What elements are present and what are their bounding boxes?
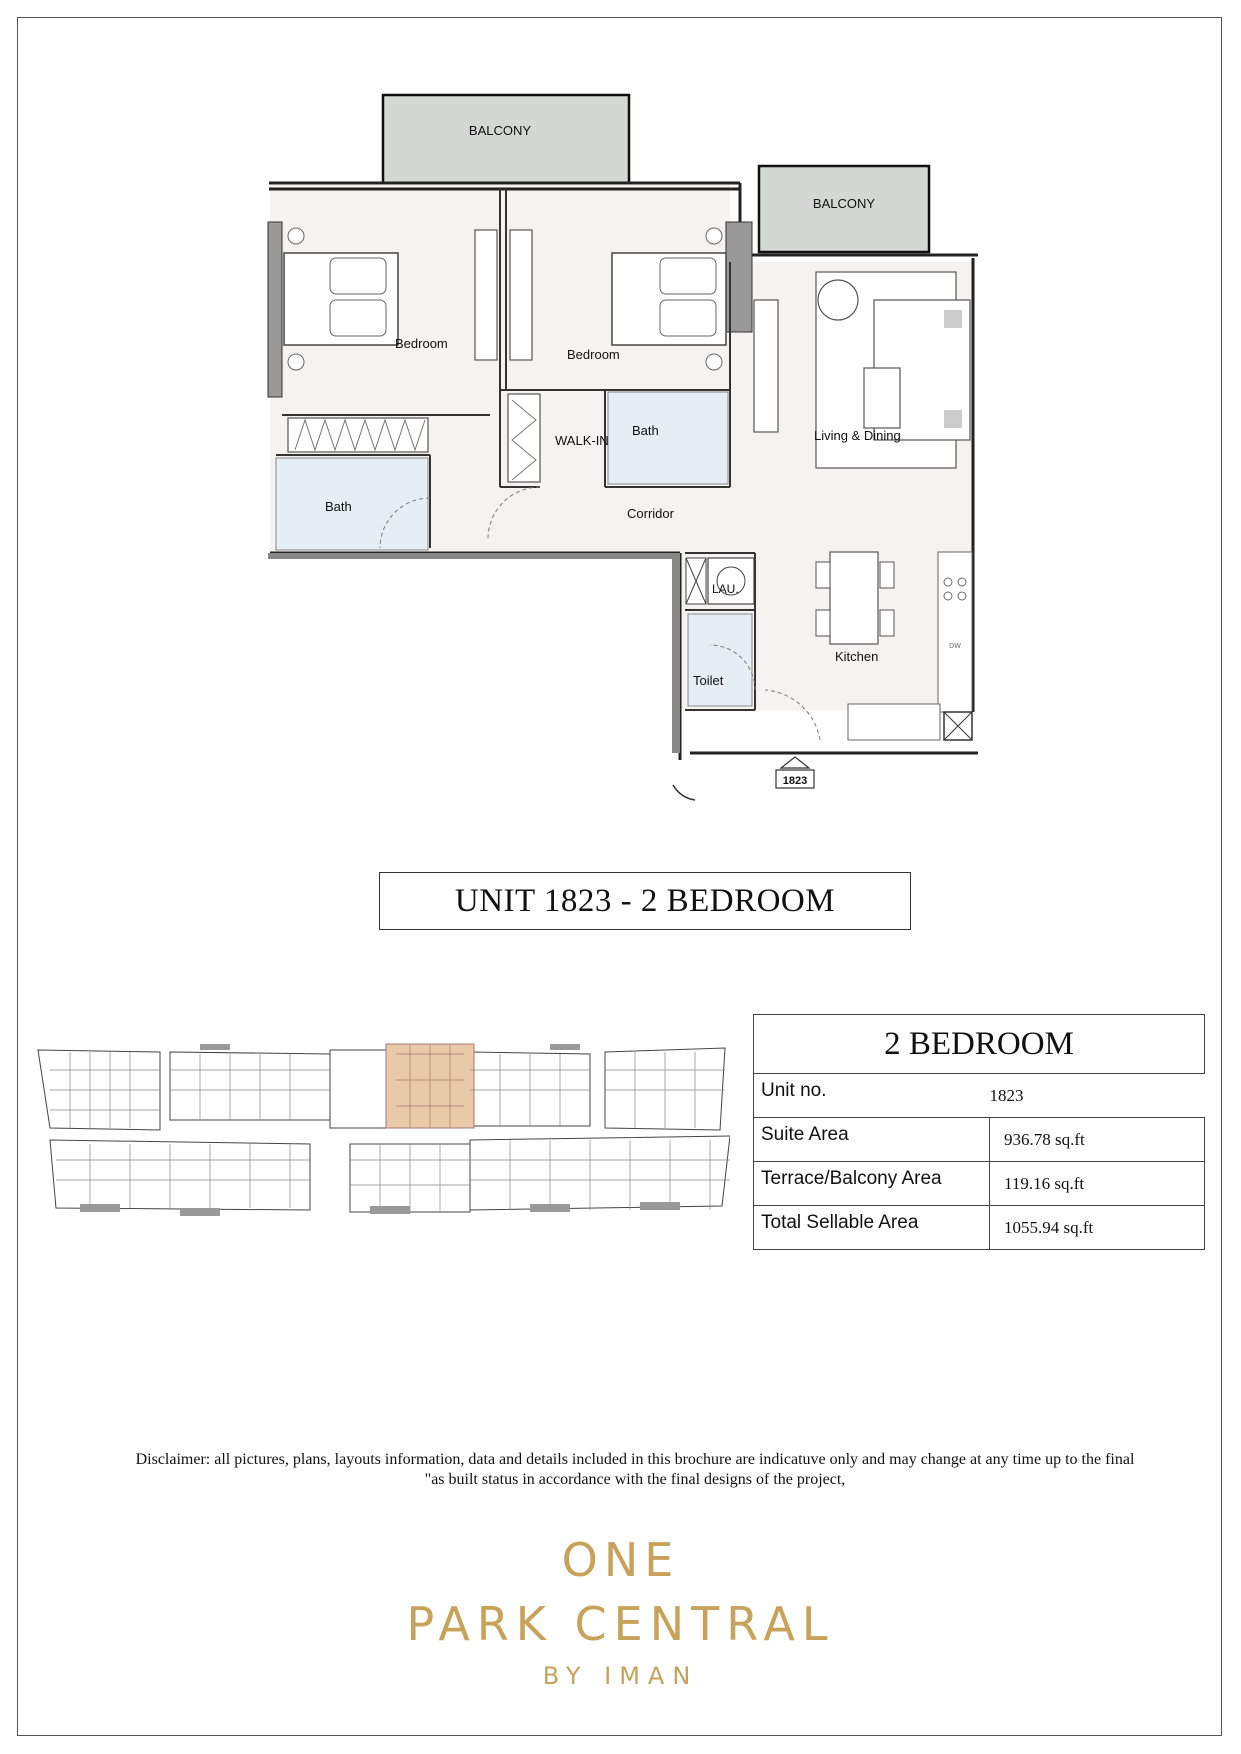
spec-heading: 2 BEDROOM (754, 1015, 1205, 1074)
balcony-2-label: BALCONY (812, 196, 876, 211)
suite-area-value: 936.78 sq.ft (990, 1118, 1205, 1162)
disclaimer-line-2: "as built status in accordance with the final designs of the project, (424, 1471, 846, 1488)
living-dining-label: Living & Dining (814, 428, 901, 443)
key-plan-drawing (30, 1040, 730, 1220)
logo-line-by-iman: BY IMAN (542, 1662, 699, 1690)
bath-1-area (276, 458, 428, 550)
corridor-label: Corridor (627, 506, 674, 521)
bath-1-label: Bath (325, 499, 352, 514)
balcony-area-row (754, 1162, 1205, 1206)
floor-plan (260, 90, 980, 810)
suite-area-label: Suite Area (754, 1118, 990, 1162)
bedroom-1-label: Bedroom (395, 336, 448, 351)
laundry-label: LAU. (712, 582, 739, 596)
brand-logo (0, 1530, 1241, 1694)
bedroom-2-label: Bedroom (567, 347, 620, 362)
disclaimer-line-1: Disclaimer: all pictures, plans, layouts information, data and details included in this brochure are indicatuve only and may change at any time up to the final (135, 1451, 1135, 1468)
toilet-area (688, 614, 752, 706)
unit-title: UNIT 1823 - 2 BEDROOM (379, 872, 911, 930)
total-area-label: Total Sellable Area (754, 1206, 990, 1250)
unit-number-row (754, 1074, 1205, 1118)
bath-2-area (608, 392, 728, 484)
dishwasher-label: DW (949, 643, 961, 650)
total-area-value: 1055.94 sq.ft (990, 1206, 1205, 1250)
floor-plan-drawing (260, 90, 980, 810)
spec-table (753, 1014, 1205, 1250)
kitchen-label: Kitchen (835, 649, 879, 664)
toilet-label: Toilet (693, 673, 724, 688)
balcony-1 (383, 95, 629, 183)
disclaimer (70, 1450, 1200, 1490)
key-plan (30, 1040, 730, 1220)
logo-line-park-central: PARK CENTRAL (406, 1597, 835, 1651)
unit-tag-label: 1823 (782, 775, 808, 787)
balcony-area-label: Terrace/Balcony Area (754, 1162, 990, 1206)
logo-line-one: ONE (561, 1533, 680, 1587)
balcony-1-label: BALCONY (468, 123, 532, 138)
unit-number-value: 1823 (990, 1074, 1205, 1118)
dining-table (830, 552, 878, 644)
walk-in-label: WALK-IN (555, 433, 609, 448)
suite-area-row (754, 1118, 1205, 1162)
unit-number-label: Unit no. (754, 1074, 990, 1118)
total-area-row (754, 1206, 1205, 1250)
bath-2-label: Bath (632, 423, 659, 438)
balcony-area-value: 119.16 sq.ft (990, 1162, 1205, 1206)
